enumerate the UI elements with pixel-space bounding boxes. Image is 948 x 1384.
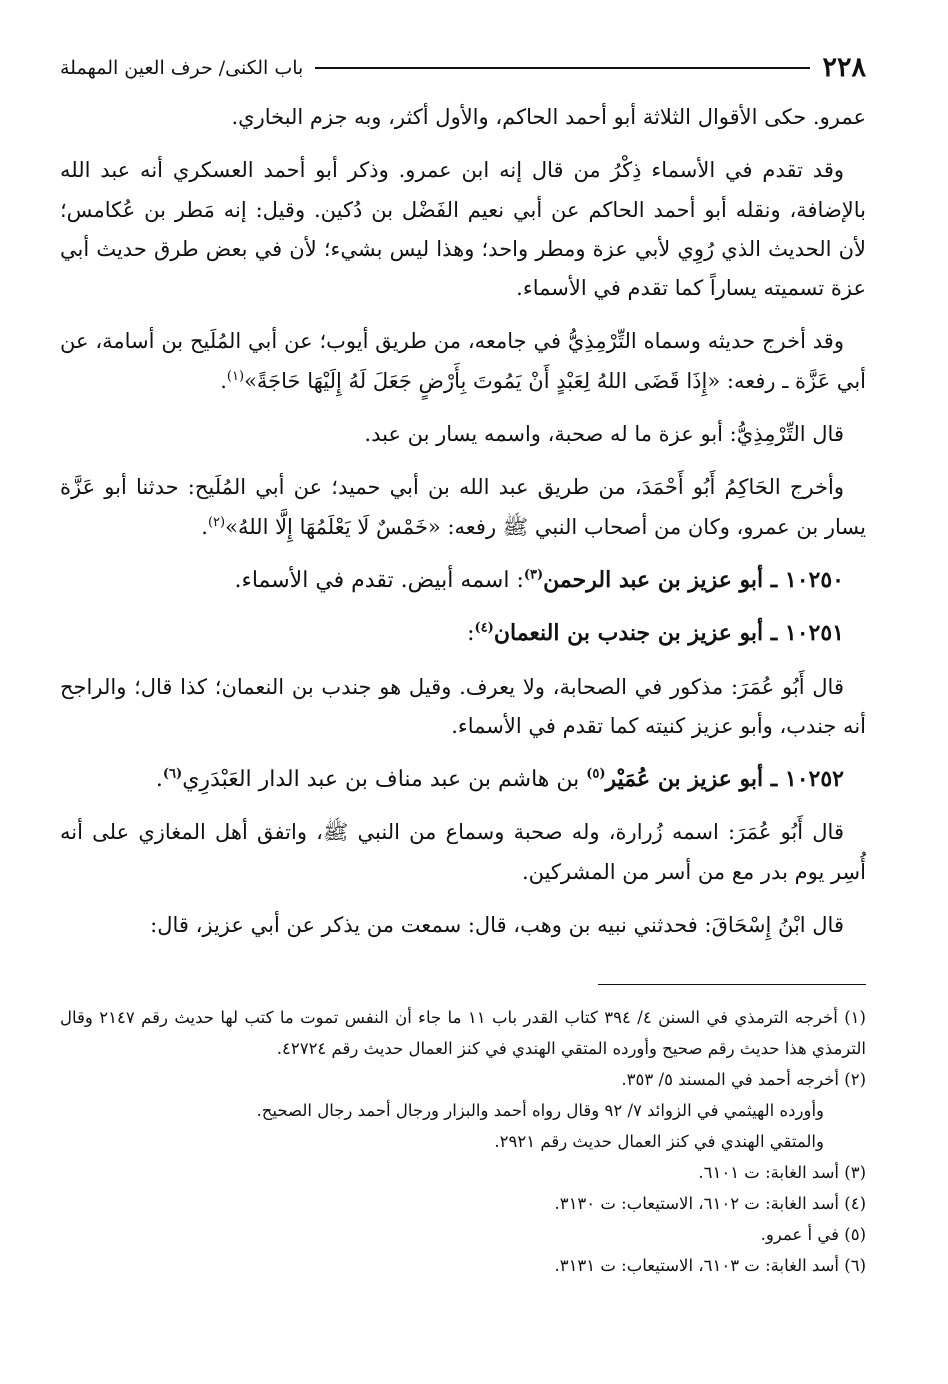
entry-text: : xyxy=(467,621,475,647)
header-rule xyxy=(315,67,810,69)
paragraph: عمرو. حكى الأقوال الثلاثة أبو أحمد الحاكم، والأول أكثر، وبه جزم البخاري. xyxy=(231,105,866,129)
footnote-ref: (٦) xyxy=(162,766,183,782)
footnote-ref: (٤) xyxy=(474,620,494,636)
paragraph-text: وقد أخرج حديثه وسماه التِّرْمِذِيُّ في جامعه، من طريق أيوب؛ عن أبي المُلَيح بن أسامة، عن أبي عَزَّة ـ رفعه: «إِذَا قَضَى اللهُ لِعَبْدٍ أَنْ يَمُوتَ بِأَرْضٍ جَعَلَ لَهُ إِلَيْهَا حَاجَةً» xyxy=(60,329,866,393)
footnote-ref: (٣) xyxy=(523,567,544,583)
paragraph: وقد تقدم في الأسماء ذِكْرُ من قال إنه ابن عمرو. وذكر أبو أحمد العسكري أنه عبد الله بالإضافة، ونقله أبو أحمد الحاكم عن أبي نعيم الفَضْل بن دُكين. وقيل: إنه مَطر بن عُكامس؛ لأن الحديث الذي رُوِي لأبي عزة ومطر واحد؛ وهذا ليس بشيء؛ لأن في بعض طرق حديث أبي عزة تسميته يساراً كما تقدم في الأسماء. xyxy=(60,158,866,301)
paragraph: قال ابْنُ إِسْحَاقَ: فحدثني نبيه بن وهب، قال: سمعت من يذكر عن أبي عزيز، قال: xyxy=(150,913,844,938)
footnote-6: (٦) أسد الغابة: ت ٦١٠٣، الاستيعاب: ت ٣١٣١. xyxy=(554,1256,866,1275)
footnote-ref: (٢) xyxy=(207,514,226,530)
paragraph: قال التِّرْمِذِيُّ: أبو عزة ما له صحبة، واسمه يسار بن عبد. xyxy=(364,422,844,447)
entry-text: : اسمه أبيض. تقدم في الأسماء. xyxy=(234,567,524,593)
entry-10250 xyxy=(60,561,866,600)
paragraph: وقد أخرج حديثه وسماه التِّرْمِذِيُّ في جامعه، من طريق أيوب؛ عن أبي المُلَيح بن أسامة، عن أبي عَزَّة ـ رفعه: «إِذَا قَضَى اللهُ لِعَبْدٍ أَنْ يَمُوتَ بِأَرْضٍ جَعَلَ لَهُ إِلَيْهَا حَاجَةً»$^{(١)}$. xyxy=(60,329,866,393)
footnote-separator xyxy=(598,984,866,985)
footnote-1: (١) أخرجه الترمذي في السنن ٤/ ٣٩٤ كتاب القدر باب ١١ ما جاء أن النفس تموت ما كتب لها حديث رقم ٢١٤٧ وقال الترمذي هذا حديث رقم صحيح وأورده المتقي الهندي في كنز العمال حديث رقم ٤٢٧٢٤. xyxy=(60,1008,866,1058)
entry-10252: ١٠٢٥٢ ـ أبو عزيز بن عُمَيْر$^{(٥)}$ بن هاشم بن عبد مناف بن عبد الدار العَبْدَرِي$^{(٦)}$. xyxy=(155,766,844,793)
paragraph: قال أَبُو عُمَرَ: اسمه زُرارة، وله صحبة وسماع من النبي ﷺ، واتفق أهل المغازي على أنه أُسِر يوم بدر مع من أسر من المشركين. xyxy=(60,820,866,884)
footnote-2-continuation: وأورده الهيثمي في الزوائد ٧/ ٩٢ وقال رواه أحمد والبزار ورجال أحمد رجال الصحيح. xyxy=(256,1101,824,1120)
entry-heading: ١٠٢٥٠ ـ أبو عزيز بن عبد الرحمن xyxy=(543,566,844,593)
entry-10251 xyxy=(60,614,866,653)
footnote-ref: (٥) xyxy=(586,766,606,782)
paragraph: قال أَبُو عُمَرَ: مذكور في الصحابة، ولا يعرف. وقيل هو جندب بن النعمان؛ كذا قال؛ والراجح أنه جندب، وأبو عزيز كنيته كما تقدم في الأسماء. xyxy=(60,674,866,738)
running-title: باب الكنى/ حرف العين المهملة xyxy=(60,56,304,79)
footnote-4: (٤) أسد الغابة: ت ٦١٠٢، الاستيعاب: ت ٣١٣٠. xyxy=(554,1194,866,1213)
entry-heading: ١٠٢٥٢ ـ أبو عزيز بن عُمَيْر xyxy=(605,766,844,793)
page-number: ٢٢٨ xyxy=(822,52,866,83)
footnote-3: (٣) أسد الغابة: ت ٦١٠١. xyxy=(698,1163,866,1182)
main-text xyxy=(60,98,866,959)
entry-heading: ١٠٢٥١ ـ أبو عزيز بن جندب بن النعمان xyxy=(493,620,844,647)
entry-text: بن هاشم بن عبد مناف بن عبد الدار العَبْدَرِي xyxy=(182,767,587,793)
paragraph-text: وأخرج الحَاكِمُ أَبُو أَحْمَدَ، من طريق عبد الله بن أبي حميد؛ عن أبي المُلَيح: حدثنا أبو عَزَّة يسار بن عمرو، وكان من أصحاب النبي ﷺ رفعه: «خَمْسٌ لَا يَعْلَمُهَا إِلَّا اللهُ» xyxy=(60,475,866,539)
paragraph: وأخرج الحَاكِمُ أَبُو أَحْمَدَ، من طريق عبد الله بن أبي حميد؛ عن أبي المُلَيح: حدثنا أبو عَزَّة يسار بن عمرو، وكان من أصحاب النبي ﷺ رفعه: «خَمْسٌ لَا يَعْلَمُهَا إِلَّا اللهُ»$^{(٢)}$. xyxy=(60,475,866,539)
footnote-2-continuation: والمتقي الهندي في كنز العمال حديث رقم ٢٩٢١. xyxy=(494,1132,824,1151)
page-header xyxy=(60,52,866,83)
footnote-5: (٥) في أ عمرو. xyxy=(760,1225,866,1244)
footnote-2: (٢) أخرجه أحمد في المسند ٥/ ٣٥٣. xyxy=(621,1070,866,1089)
footnote-ref: (١) xyxy=(226,368,245,384)
footnotes xyxy=(60,1002,866,1281)
